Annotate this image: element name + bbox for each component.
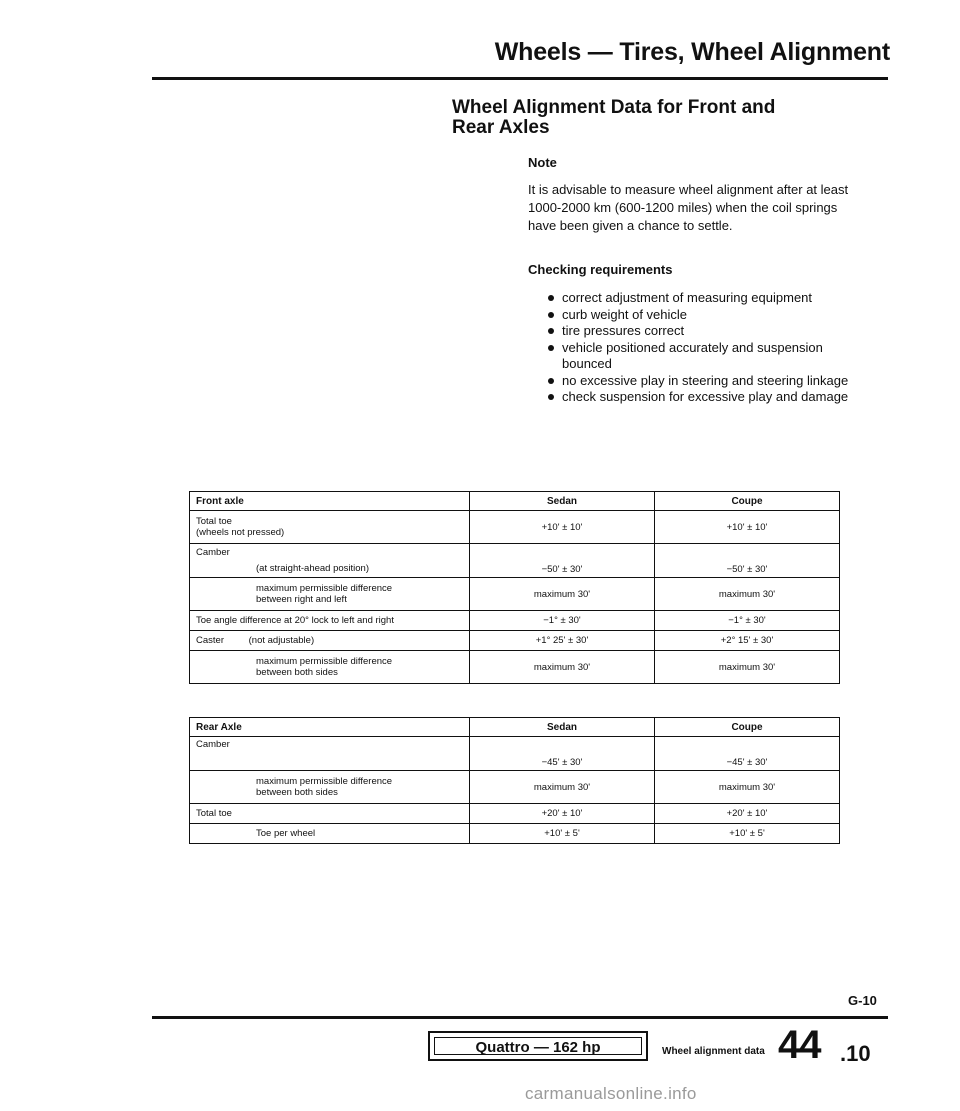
- footer-rule: [152, 1016, 888, 1019]
- page-header-title: Wheels — Tires, Wheel Alignment: [494, 38, 890, 66]
- rear-axle-header: Rear Axle: [190, 718, 470, 737]
- row-label-line2: between right and left: [256, 594, 347, 605]
- row-label-main: Caster: [196, 635, 224, 646]
- coupe-value: +10' ± 10': [655, 511, 840, 544]
- front-axle-table: [189, 491, 840, 684]
- table-row: [190, 804, 840, 824]
- row-label: [190, 651, 470, 684]
- sedan-value: +1° 25' ± 30': [470, 631, 655, 651]
- row-label-line2: between both sides: [256, 787, 338, 798]
- page-number-sub: .10: [840, 1041, 871, 1066]
- coupe-header: Coupe: [655, 492, 840, 511]
- coupe-value: maximum 30': [655, 651, 840, 684]
- note-text: It is advisable to measure wheel alignment after at least 1000-2000 km (600-1200 miles) when the coil springs have been given a chance to settle.: [528, 182, 849, 233]
- row-label-line1: maximum permissible difference: [256, 656, 393, 667]
- table-row: [190, 611, 840, 631]
- watermark: carmanualsonline.info: [525, 1084, 697, 1103]
- page-number-main: 44: [778, 1023, 821, 1067]
- list-item: curb weight of vehicle: [548, 307, 858, 324]
- coupe-value: +10' ± 5': [655, 824, 840, 844]
- coupe-value: −50' ± 30': [655, 544, 840, 578]
- rear-axle-table: [189, 717, 840, 844]
- row-label-line1: Camber: [196, 547, 230, 558]
- table-row: [190, 511, 840, 544]
- row-label-sub: (at straight-ahead position): [256, 563, 370, 574]
- section-title-line1: Wheel Alignment Data for Front and: [452, 97, 776, 118]
- row-label: Camber: [190, 737, 470, 771]
- row-label: [190, 578, 470, 611]
- front-axle-header: Front axle: [190, 492, 470, 511]
- row-label-line1: maximum permissible difference: [256, 776, 393, 787]
- list-item: check suspension for excessive play and damage: [548, 389, 858, 406]
- section-title-line2: Rear Axles: [452, 117, 550, 138]
- sedan-value: +20' ± 10': [470, 804, 655, 824]
- coupe-value: maximum 30': [655, 771, 840, 804]
- list-item: correct adjustment of measuring equipment: [548, 290, 858, 307]
- table-row: [190, 824, 840, 844]
- model-box: [428, 1031, 648, 1061]
- row-label: Total toe: [190, 804, 470, 824]
- table-row: [190, 651, 840, 684]
- list-item: no excessive play in steering and steering linkage: [548, 373, 858, 390]
- table-row: [190, 771, 840, 804]
- checking-requirements-label: Checking requirements: [528, 262, 673, 277]
- list-item: tire pressures correct: [548, 323, 858, 340]
- coupe-header: Coupe: [655, 718, 840, 737]
- sedan-header: Sedan: [470, 718, 655, 737]
- coupe-value: +20' ± 10': [655, 804, 840, 824]
- table-header-row: [190, 718, 840, 737]
- row-label-sub: (not adjustable): [248, 635, 315, 646]
- row-label-line2: (wheels not pressed): [196, 527, 285, 538]
- row-label: [190, 511, 470, 544]
- header-rule: [152, 77, 888, 80]
- model-label: Quattro — 162 hp: [434, 1037, 642, 1055]
- table-row: [190, 544, 840, 578]
- table-row: [190, 737, 840, 771]
- checking-requirements-list: [548, 290, 858, 406]
- coupe-value: maximum 30': [655, 578, 840, 611]
- section-title: [452, 98, 872, 138]
- row-label: [190, 631, 470, 651]
- row-label: Toe per wheel: [190, 824, 470, 844]
- page-code: G-10: [848, 993, 877, 1008]
- sedan-value: +10' ± 10': [470, 511, 655, 544]
- sedan-value: −50' ± 30': [470, 544, 655, 578]
- table-row: [190, 578, 840, 611]
- sedan-value: maximum 30': [470, 651, 655, 684]
- footer-section-label: Wheel alignment data: [662, 1046, 765, 1057]
- row-label: [190, 771, 470, 804]
- table-row: [190, 631, 840, 651]
- list-item: vehicle positioned accurately and suspension bounced: [548, 340, 858, 373]
- sedan-value: −45' ± 30': [470, 737, 655, 771]
- row-label-line1: maximum permissible difference: [256, 583, 393, 594]
- coupe-value: −1° ± 30': [655, 611, 840, 631]
- coupe-value: +2° 15' ± 30': [655, 631, 840, 651]
- row-label-line2: between both sides: [256, 667, 338, 678]
- row-label: [190, 544, 470, 578]
- sedan-value: maximum 30': [470, 771, 655, 804]
- note-label: Note: [528, 155, 557, 170]
- sedan-header: Sedan: [470, 492, 655, 511]
- sedan-value: maximum 30': [470, 578, 655, 611]
- sedan-value: +10' ± 5': [470, 824, 655, 844]
- sedan-value: −1° ± 30': [470, 611, 655, 631]
- coupe-value: −45' ± 30': [655, 737, 840, 771]
- row-label: Toe angle difference at 20° lock to left and right: [190, 611, 470, 631]
- row-label-line1: Total toe: [196, 516, 232, 527]
- table-header-row: [190, 492, 840, 511]
